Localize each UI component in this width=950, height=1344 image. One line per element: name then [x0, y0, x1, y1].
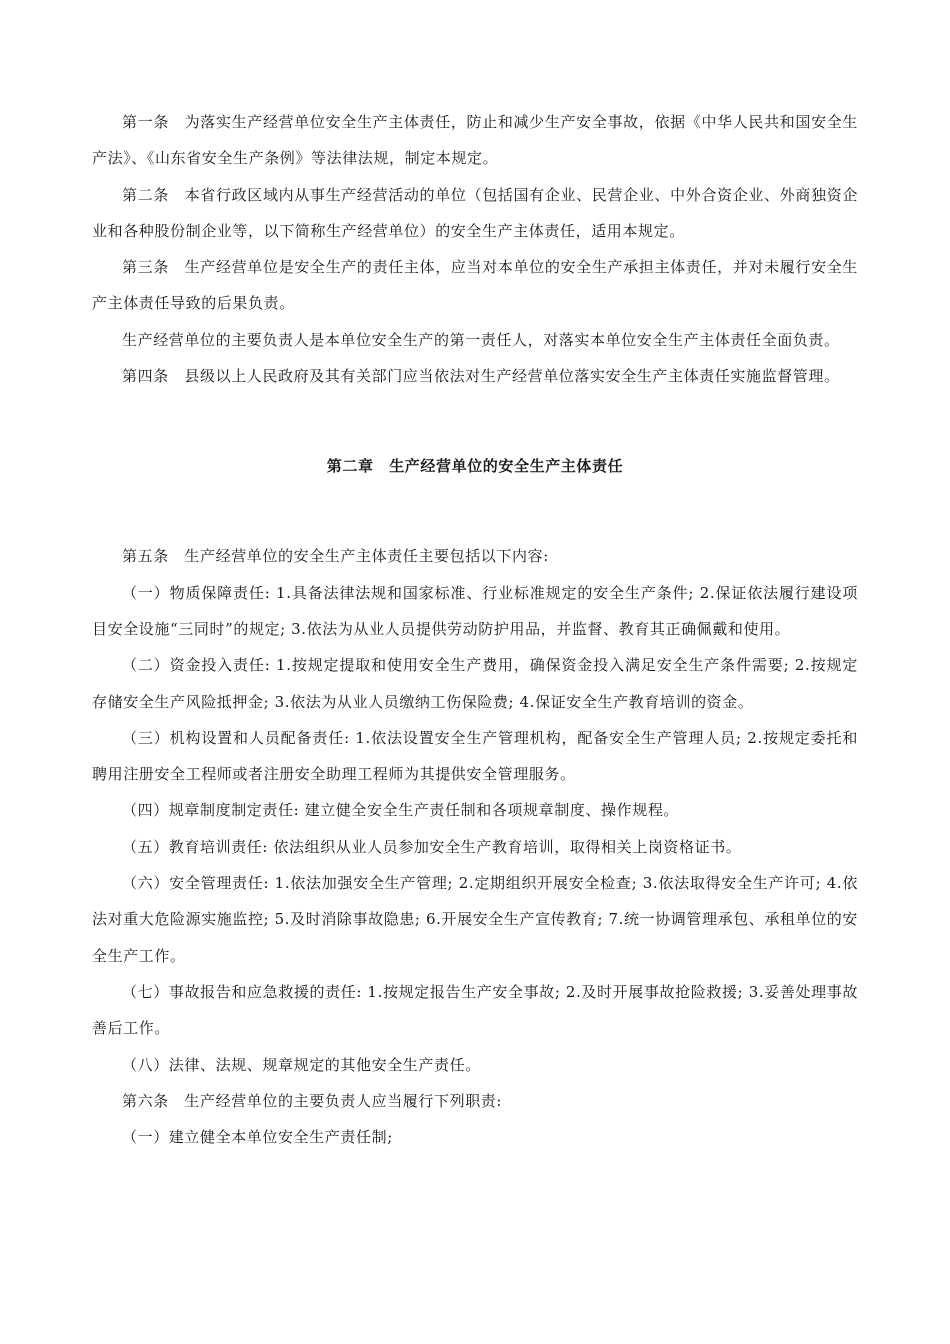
article-6-item-1: （一）建立健全本单位安全生产责任制; — [122, 1128, 393, 1147]
article-5-item-1: （一）物质保障责任: 1.具备法律法规和国家标准、行业标准规定的安全生产条件; 2.保证依法履行建设项目安全设施“三同时”的规定; 3.依法为从业人员提供劳动防护用品，并监督、教育其正确佩戴和使用。 — [92, 583, 858, 638]
chapter2-section — [92, 538, 858, 1155]
article-5-item-8: （八）法律、法规、规章规定的其他安全生产责任。 — [122, 1055, 481, 1074]
article-5-item-4: （四）规章制度制定责任: 建立健全安全生产责任制和各项规章制度、操作规程。 — [122, 801, 680, 820]
chapter2-heading: 第二章 生产经营单位的安全生产主体责任 — [326, 457, 624, 476]
article-5-item-7: （七）事故报告和应急救援的责任: 1.按规定报告生产安全事故; 2.及时开展事故抢险救援; 3.妥善处理事故善后工作。 — [92, 982, 858, 1038]
article-5-item-5: （五）教育培训责任: 依法组织从业人员参加安全生产教育培训，取得相关上岗资格证书。 — [122, 837, 742, 856]
article-5: 第五条 生产经营单位的安全生产主体责任主要包括以下内容: — [122, 547, 549, 566]
article-5-item-3: （三）机构设置和人员配备责任: 1.依法设置安全生产管理机构，配备安全生产管理人员; 2.按规定委托和聘用注册安全工程师或者注册安全助理工程师为其提供安全管理服务。 — [92, 728, 858, 784]
article-4: 第四条 县级以上人民政府及其有关部门应当依法对生产经营单位落实安全生产主体责任实施监督管理。 — [122, 367, 840, 386]
spacer — [92, 394, 858, 448]
article-3-paragraph-2: 生产经营单位的主要负责人是本单位安全生产的第一责任人，对落实本单位安全生产主体责任全面负责。 — [122, 330, 840, 349]
article-2: 第二条 本省行政区域内从事生产经营活动的单位（包括国有企业、民营企业、中外合资企业、外商独资企业和各种股份制企业等，以下简称生产经营单位）的安全生产主体责任，适用本规定。 — [92, 185, 858, 240]
chapter1-section — [92, 104, 858, 394]
article-5-item-2: （二）资金投入责任: 1.按规定提取和使用安全生产费用，确保资金投入满足安全生产条件需要; 2.按规定存储安全生产风险抵押金; 3.依法为从业人员缴纳工伤保险费; 4.保证安全生产教育培训的资金。 — [92, 656, 858, 711]
article-3: 第三条 生产经营单位是安全生产的责任主体，应当对本单位的安全生产承担主体责任，并对未履行安全生产主体责任导致的后果负责。 — [92, 258, 858, 313]
article-6: 第六条 生产经营单位的主要负责人应当履行下列职责: — [122, 1091, 503, 1110]
article-5-item-6: （六）安全管理责任: 1.依法加强安全生产管理; 2.定期组织开展安全检查; 3.依法取得安全生产许可; 4.依法对重大危险源实施监控; 5.及时消除事故隐患; 6.开展安全生产宣传教育; 7.统一协调管理承包、承租单位的安全生产工作。 — [92, 874, 859, 965]
spacer — [92, 484, 858, 538]
article-1: 第一条 为落实生产经营单位安全生产主体责任，防止和减少生产安全事故，依据《中华人民共和国安全生产法》、《山东省安全生产条例》等法律法规，制定本规定。 — [92, 113, 858, 168]
